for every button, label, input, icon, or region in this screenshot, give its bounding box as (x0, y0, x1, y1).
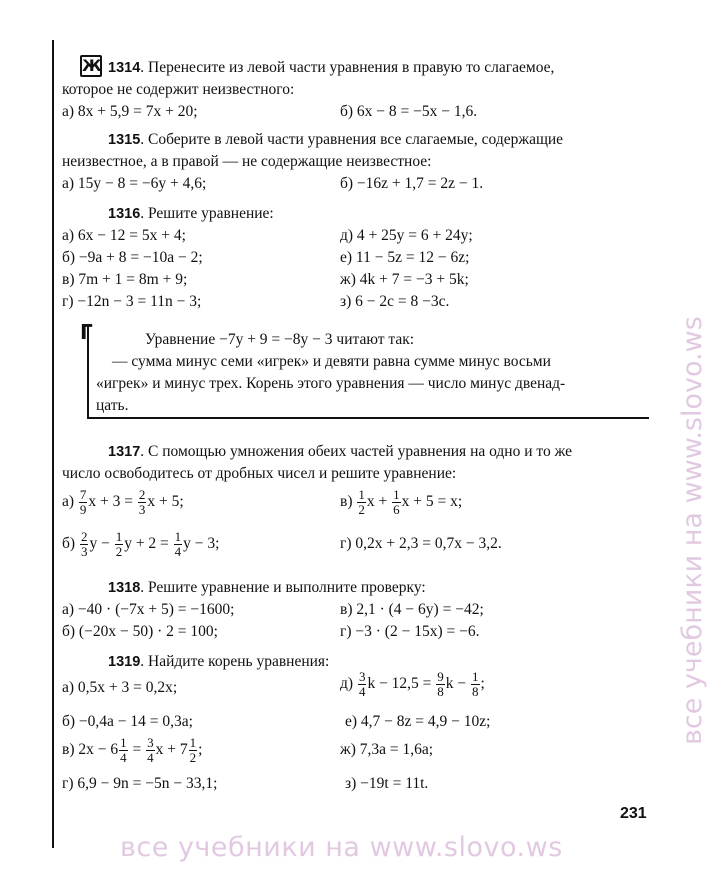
exercise-text: . С помощью умножения обеих частей уравнения на одно и то же (140, 443, 572, 460)
exercise-1318-v: в) 2,1 · (4 − 6y) = −42; (340, 601, 484, 618)
exercise-1317-b: б) $\frac{2}{3}$ y − $\frac{1}{2}$ y + 2 = $\frac{1}{4}$ y − 3; (62, 529, 220, 559)
exercise-text: . Решите уравнение: (140, 205, 274, 222)
exercise-1319-zh: ж) 7,3a = 1,6a; (340, 741, 434, 758)
exercise-1317-g: г) 0,2x + 2,3 = 0,7x − 3,2. (340, 535, 502, 552)
exercise-1316-b: б) −9a + 8 = −10a − 2; (62, 249, 203, 266)
exercise-1316-z: з) 6 − 2c = 8 −3c. (340, 293, 450, 310)
exercise-1319-g: г) 6,9 − 9n = −5n − 33,1; (62, 775, 218, 792)
exercise-number: 1315 (108, 132, 141, 148)
exercise-1315-heading (108, 130, 563, 150)
exercise-1317-heading (108, 442, 572, 462)
fraction: $\frac{1}{8}$ (472, 669, 479, 699)
exercise-number: 1316 (108, 206, 141, 222)
fraction: $\frac{1}{2}$ (358, 487, 365, 517)
exercise-number: 1318 (108, 580, 141, 596)
note-icon: Г (80, 320, 93, 344)
fraction: $\frac{1}{2}$ (189, 735, 197, 765)
exercise-number: 1319 (108, 654, 141, 670)
margin-rule (52, 40, 54, 848)
fraction: $\frac{1}{2}$ (115, 529, 123, 559)
exercise-1315-text2: неизвестное, а в правой — не содержащие неизвестное: (62, 153, 432, 170)
exercise-number: 1314 (108, 60, 141, 76)
exercise-1319-b: б) −0,4a − 14 = 0,3a; (62, 713, 193, 730)
exercise-1319-v: в) 2x − 6 $\frac{1}{4}$ = $\frac{3}{4}$ x + 7 $\frac{1}{2}$ ; (62, 735, 203, 765)
watermark-bottom: все учебники на www.slovo.ws (120, 832, 563, 863)
exercise-text: . Найдите корень уравнения: (140, 653, 330, 670)
note-line-1: Уравнение −7y + 9 = −8y − 3 читают так: (145, 331, 415, 348)
exercise-1314-a: а) 8x + 5,9 = 7x + 20; (62, 103, 198, 120)
fraction: $\frac{2}{3}$ (138, 487, 146, 517)
exercise-1315-a: а) 15y − 8 = −6y + 4,6; (62, 175, 207, 192)
exercise-1315-b: б) −16z + 1,7 = 2z − 1. (340, 175, 484, 192)
exercise-1319-a: а) 0,5x + 3 = 0,2x; (62, 679, 178, 696)
note-line-4: цать. (96, 397, 129, 414)
note-line-2: — сумма минус семи «игрек» и девяти равна сумме минус восьми (112, 353, 551, 370)
exercise-1316-heading (108, 204, 274, 224)
exercise-1316-g: г) −12n − 3 = 11n − 3; (62, 293, 202, 310)
fraction: $\frac{7}{9}$ (79, 487, 87, 517)
watermark-side: все учебники на www.slovo.ws (677, 316, 708, 745)
fraction: $\frac{9}{8}$ (437, 669, 444, 699)
fraction: $\frac{3}{4}$ (358, 669, 366, 699)
exercise-1318-b: б) (−20x − 50) · 2 = 100; (62, 623, 218, 640)
page-number: 231 (620, 805, 647, 822)
exercise-text: . Соберите в левой части уравнения все слагаемые, содержащие (140, 131, 564, 148)
exercise-1316-a: а) 6x − 12 = 5x + 4; (62, 227, 186, 244)
exercise-1314-text2: которое не содержит неизвестного: (62, 81, 295, 98)
exercise-1314-b: б) 6x − 8 = −5x − 1,6. (340, 103, 478, 120)
exercise-1316-zh: ж) 4k + 7 = −3 + 5k; (340, 271, 469, 288)
exercise-1317-a: а) $\frac{7}{9}$ x + 3 = $\frac{2}{3}$ x + 5; (62, 487, 184, 517)
exercise-number: 1317 (108, 444, 141, 460)
oral-exercise-icon: Ж (82, 56, 102, 75)
fraction: $\frac{3}{4}$ (147, 735, 154, 765)
exercise-1316-d: д) 4 + 25y = 6 + 24y; (340, 227, 473, 244)
fraction: $\frac{1}{4}$ (174, 529, 182, 559)
exercise-1318-heading (108, 578, 426, 598)
fraction: $\frac{1}{6}$ (393, 487, 400, 517)
exercise-1319-e: е) 4,7 − 8z = 4,9 − 10z; (345, 713, 491, 730)
exercise-text: . Решите уравнение и выполните проверку: (140, 579, 426, 596)
exercise-1316-e: е) 11 − 5z = 12 − 6z; (340, 249, 470, 266)
exercise-1318-g: г) −3 · (2 − 15x) = −6. (340, 623, 480, 640)
note-line-3: «игрек» и минус трех. Корень этого уравнения — число минус двенад- (96, 375, 566, 392)
exercise-1317-v: в) $\frac{1}{2}$ x + $\frac{1}{6}$ x + 5 = x; (340, 487, 463, 517)
exercise-1319-heading (108, 652, 329, 672)
fraction: $\frac{1}{4}$ (120, 735, 127, 765)
exercise-1317-text2: число освободитесь от дробных чисел и решите уравнение: (62, 465, 457, 482)
exercise-text: . Перенесите из левой части уравнения в правую то слагаемое, (140, 59, 555, 76)
exercise-1318-a: а) −40 · (−7x + 5) = −1600; (62, 601, 235, 618)
exercise-1319-z: з) −19t = 11t. (345, 775, 429, 792)
exercise-1319-d: д) $\frac{3}{4}$ k − 12,5 = $\frac{9}{8}$ k − $\frac{1}{8}$ ; (340, 669, 485, 699)
exercise-1316-v: в) 7m + 1 = 8m + 9; (62, 271, 188, 288)
exercise-1314-heading (108, 58, 554, 78)
fraction: $\frac{2}{3}$ (80, 529, 88, 559)
